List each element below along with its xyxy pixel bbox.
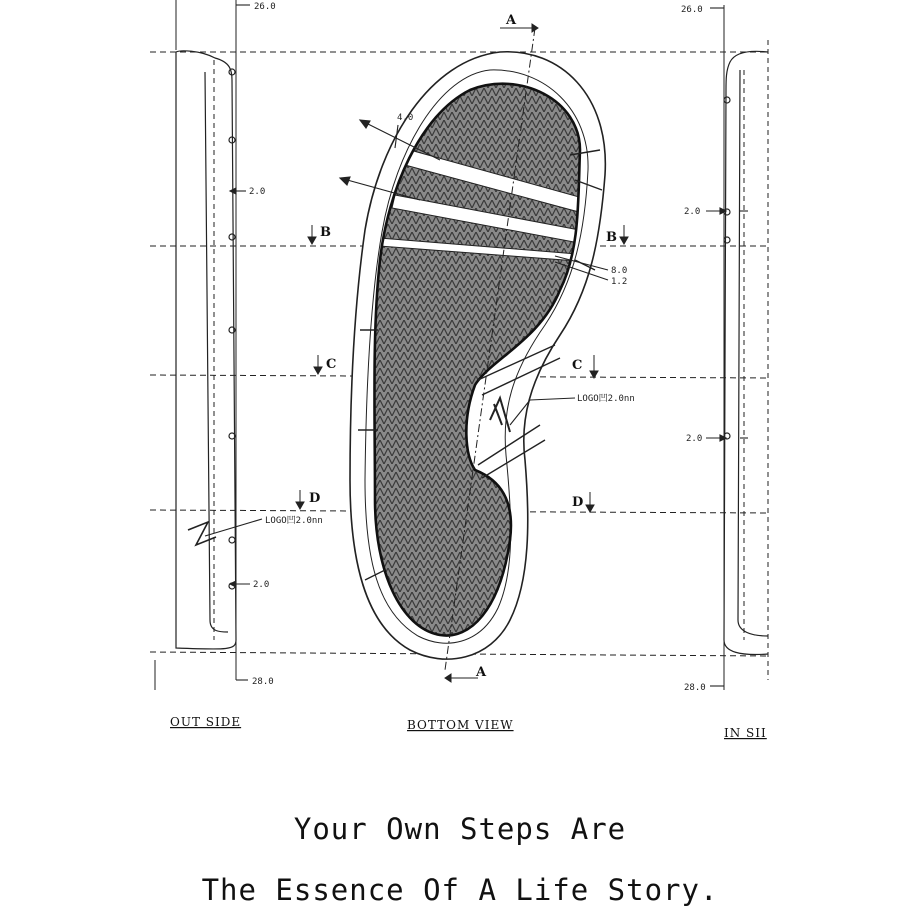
section-label-a-bottom: A bbox=[476, 665, 487, 680]
dim-top-left: 26.0 bbox=[254, 2, 276, 12]
dim-left-upper: 2.0 bbox=[249, 187, 266, 197]
section-label-b-right: B bbox=[606, 230, 617, 245]
section-label-b-left: B bbox=[320, 225, 331, 240]
dim-bottom-right: 28.0 bbox=[684, 683, 706, 693]
section-label-d-left: D bbox=[309, 491, 321, 506]
dim-right-upper: 2.0 bbox=[684, 207, 701, 217]
dim-groove-b: 1.2 bbox=[611, 277, 628, 287]
dim-left-lower: 2.0 bbox=[253, 580, 270, 590]
dim-groove-a: 8.0 bbox=[611, 266, 628, 276]
inside-profile bbox=[724, 51, 768, 654]
logo-note-left: LOGO凹2.0nn bbox=[265, 516, 323, 526]
outside-profile bbox=[176, 51, 236, 649]
view-label-in-side: IN SII bbox=[724, 726, 767, 740]
view-label-out-side: OUT SIDE bbox=[170, 715, 242, 729]
dim-right-lower: 2.0 bbox=[686, 434, 703, 444]
caption-line-2: The Essence Of A Life Story. bbox=[201, 873, 719, 907]
section-label-d-right: D bbox=[572, 495, 584, 510]
dim-top-right: 26.0 bbox=[681, 5, 703, 15]
view-label-bottom-view: BOTTOM VIEW bbox=[407, 718, 514, 732]
dim-bottom-left: 28.0 bbox=[252, 677, 274, 687]
section-label-c-right: C bbox=[572, 358, 583, 373]
caption-line-1: Your Own Steps Are bbox=[293, 812, 627, 846]
section-label-c-left: C bbox=[326, 357, 337, 372]
logo-note-center: LOGO凹2.0nn bbox=[577, 394, 635, 404]
section-label-a-top: A bbox=[506, 13, 517, 28]
dim-groove-top: 4.0 bbox=[397, 113, 414, 123]
